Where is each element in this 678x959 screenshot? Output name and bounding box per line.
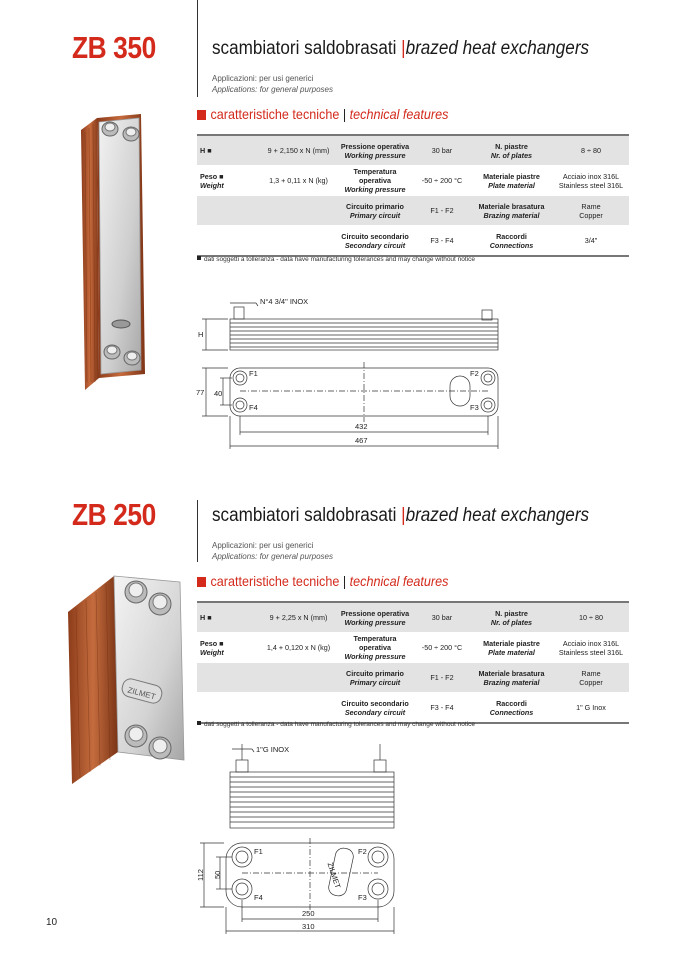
table-row: H ■ 9 + 2,25 x N (mm) Pressione operativa Working pressure 30 bar N. piastre Nr. of plates 10 ÷ 80 <box>197 602 629 633</box>
model-title: ZB 350 <box>72 30 156 65</box>
dim-label: 50 <box>213 870 222 879</box>
tolerance-note: dati soggetti a tolleranza - data have manufacturing tolerances and may change without notice <box>197 721 475 728</box>
connections-label: 1"G INOX <box>256 745 290 754</box>
technical-drawing-zb250 <box>192 740 412 940</box>
table-row: Peso ■ Weight 1,4 + 0,120 x N (kg) Temperatura operativa Working pressure -50 ÷ 200 °C Materiale piastre Plate material Acciaio inox 316L Stainless steel 316L <box>197 633 629 663</box>
page-number: 10 <box>46 917 58 928</box>
table-row: H ■ 9 + 2,150 x N (mm) Pressione operativa Working pressure 30 bar N. piastre Nr. of plates 8 ÷ 80 <box>197 135 629 166</box>
port-label: F2 <box>470 369 479 378</box>
connections-label: N°4 3/4" INOX <box>260 297 309 306</box>
model-title: ZB 250 <box>72 497 156 532</box>
dim-label: 112 <box>196 869 205 881</box>
applications: Applicazioni: per usi generici Applications: for general purposes <box>212 541 333 561</box>
port-label: F2 <box>358 847 367 856</box>
product-image-zb350 <box>75 112 153 394</box>
spec-table <box>197 134 629 257</box>
applications: Applicazioni: per usi generici Applications: for general purposes <box>212 74 333 94</box>
table-row: Circuito secondario Secondary circuit F3 - F4 Raccordi Connections 1" G Inox <box>197 693 629 724</box>
features-heading: caratteristiche tecniche | technical features <box>197 106 448 122</box>
port-label: F4 <box>249 403 258 412</box>
port-label: F1 <box>254 847 263 856</box>
table-row: Circuito primario Primary circuit F1 - F2 Materiale brasatura Brazing material Rame Copper <box>197 196 629 226</box>
product-image-zb250 <box>64 572 194 792</box>
port-label: F3 <box>358 893 367 902</box>
features-heading: caratteristiche tecniche | technical features <box>197 573 448 589</box>
port-label: F3 <box>470 403 479 412</box>
tolerance-note: dati soggetti a tolleranza - data have manufacturing tolerances and may change without notice <box>197 256 475 263</box>
dim-label: 77 <box>196 388 205 397</box>
dim-label: 310 <box>302 922 315 931</box>
table-row: Circuito primario Primary circuit F1 - F2 Materiale brasatura Brazing material Rame Copper <box>197 663 629 693</box>
dim-label: 467 <box>355 436 368 445</box>
logo-label: ZILMET <box>325 861 343 890</box>
dim-label: 250 <box>302 909 315 918</box>
port-label: F1 <box>249 369 258 378</box>
dim-label: 432 <box>355 422 368 431</box>
logo-label: ZILMET <box>126 685 157 702</box>
header-divider <box>197 0 198 97</box>
header-divider <box>197 500 198 562</box>
section-title: scambiatori saldobrasati |brazed heat exchangers <box>212 505 590 526</box>
dim-label: 40 <box>214 389 223 398</box>
dim-label: H <box>198 330 204 339</box>
table-row: Peso ■ Weight 1,3 + 0,11 x N (kg) Temperatura operativa Working pressure -50 ÷ 200 °C Materiale piastre Plate material Acciaio inox 316L Stainless steel 316L <box>197 166 629 196</box>
section-title: scambiatori saldobrasati |brazed heat exchangers <box>212 38 590 59</box>
technical-drawing-zb350 <box>192 292 522 452</box>
spec-table <box>197 601 629 724</box>
port-label: F4 <box>254 893 263 902</box>
table-row: Circuito secondario Secondary circuit F3 - F4 Raccordi Connections 3/4" <box>197 226 629 257</box>
